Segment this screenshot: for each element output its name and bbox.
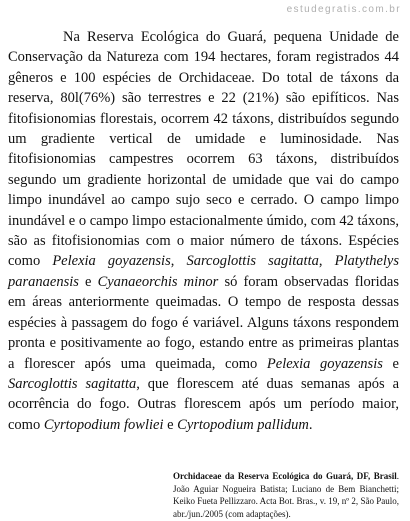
article-marker: l <box>74 90 79 107</box>
article-text: e <box>78 273 98 290</box>
species-name: Sarcoglottis sagitatta <box>186 253 319 270</box>
species-name: Cyanaeorchis minor <box>97 273 219 290</box>
species-name: Pelexia goyazensis <box>266 355 383 372</box>
article-text: e <box>382 355 399 372</box>
watermark: estudegratis.com.br <box>286 4 401 15</box>
article-paragraph <box>8 27 399 435</box>
article-text: Na Reserva Ecológica do Guará, pequena Unidade de Conservação da Natureza com 194 hectares, foram registrados 44 gêneros e 100 espécies de Orchidaceae. Do total de táxons da reserva, 80 <box>8 29 399 107</box>
article-text: e <box>163 416 178 433</box>
species-name: Pelexia goyazensis <box>52 253 171 270</box>
article-text: só foram observadas floridas em áreas anteriormente queimadas. O tempo de resposta dessas espécies à passagem do fogo é variável. Alguns táxons respondem pronta e positivamente ao fogo, estando entre as primeiras plantas a florescer após uma queimada, como <box>8 273 399 372</box>
article-text: , <box>318 253 335 270</box>
article-text: , <box>170 253 187 270</box>
article-text: (76%) são terrestres e 22 (21%) são epifíticos. Nas fitofisionomias florestais, ocorrem 42 táxons, distribuídos segundo um gradiente vertical de umidade e luminosidade. Nas fitofisionomias campestres ocorrem 63 táxons, distribuídos segundo um gradiente horizontal de umidade que vai do campo limpo inundável ao campo sujo seco e cerrado. O campo limpo inundável e o campo limpo estacionalmente úmido, com 42 táxons, são as fitofisionomias com o maior número de táxons. Espécies como <box>8 90 400 270</box>
species-name: Cyrtopodium fowliei <box>43 416 164 433</box>
citation-details: . João Aguiar Nogueira Batista; Luciano de Bem Bianchetti; Keiko Fueta Pellizzaro. Acta Bot. Bras., v. 19, nº 2, São Paulo, abr./jun./2005 (com adaptações). <box>173 471 399 519</box>
article-text: . <box>308 416 313 433</box>
species-name: Cyrtopodium pallidum <box>177 416 309 433</box>
species-name: Sarcoglottis sagitatta <box>8 375 137 392</box>
citation-title: Orchidaceae da Reserva Ecológica do Guará, DF, Brasil <box>173 471 397 481</box>
species-name: Platythelys paranaensis <box>8 253 400 290</box>
article-text: , que florescem até duas semanas após a ocorrência do fogo. Outras florescem após um período maior, como <box>8 375 400 433</box>
source-citation <box>173 470 399 520</box>
